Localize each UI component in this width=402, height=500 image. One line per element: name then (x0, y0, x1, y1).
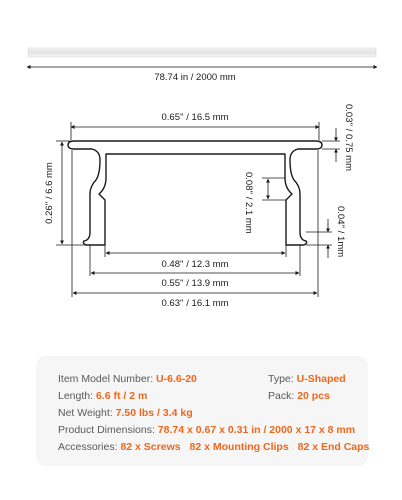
spec-model-label: Item Model Number: (58, 373, 154, 385)
spec-model-value: U-6.6-20 (156, 373, 197, 385)
spec-pack-value: 20 pcs (297, 390, 330, 402)
spec-length-label: Length: (58, 390, 94, 402)
u-profile-cross-section (68, 141, 322, 245)
accessory-screws: 82 x Screws (120, 441, 181, 453)
spec-pack-label: Pack: (268, 390, 295, 402)
total-length-label: 78.74 in / 2000 mm (154, 72, 236, 83)
spec-product-dimensions (58, 424, 355, 437)
spec-type (268, 373, 346, 386)
outer-width-label: 0.63'' / 16.1 mm (161, 298, 229, 309)
spec-card (36, 356, 368, 466)
spec-weight (58, 407, 193, 420)
height-label: 0.26'' / 6.6 mm (44, 162, 55, 224)
top-width-label: 0.65'' / 16.5 mm (161, 112, 229, 123)
spec-weight-label: Net Weight: (58, 407, 113, 419)
spec-length (58, 390, 147, 403)
spec-type-value: U-Shaped (296, 373, 346, 385)
spec-length-value: 6.6 ft / 2 m (95, 390, 148, 402)
spec-type-label: Type: (268, 373, 294, 385)
accessory-end-caps: 82 x End Caps (297, 441, 370, 453)
groove-height-label: 0.08'' / 2.1 mm (243, 172, 254, 234)
middle-width-label: 0.55'' / 13.9 mm (161, 278, 229, 289)
strip-top-view (28, 48, 376, 57)
lip-height-label: 0.04'' / 1mm (335, 206, 346, 258)
spec-accessories-label: Accessories: (58, 441, 118, 453)
spec-weight-value: 7.50 lbs / 3.4 kg (115, 407, 193, 419)
accessory-mounting-clips: 82 x Mounting Clips (189, 441, 289, 453)
spec-model (58, 373, 197, 386)
spec-product-dimensions-label: Product Dimensions: (58, 424, 155, 436)
top-thickness-label: 0.03'' / 0.75 mm (343, 104, 354, 171)
spec-product-dimensions-value: 78.74 x 0.67 x 0.31 in / 2000 x 17 x 8 mm (157, 424, 356, 436)
spec-pack (268, 390, 330, 403)
inner-width-label: 0.48'' / 12.3 mm (161, 259, 229, 270)
spec-accessories (58, 441, 369, 454)
